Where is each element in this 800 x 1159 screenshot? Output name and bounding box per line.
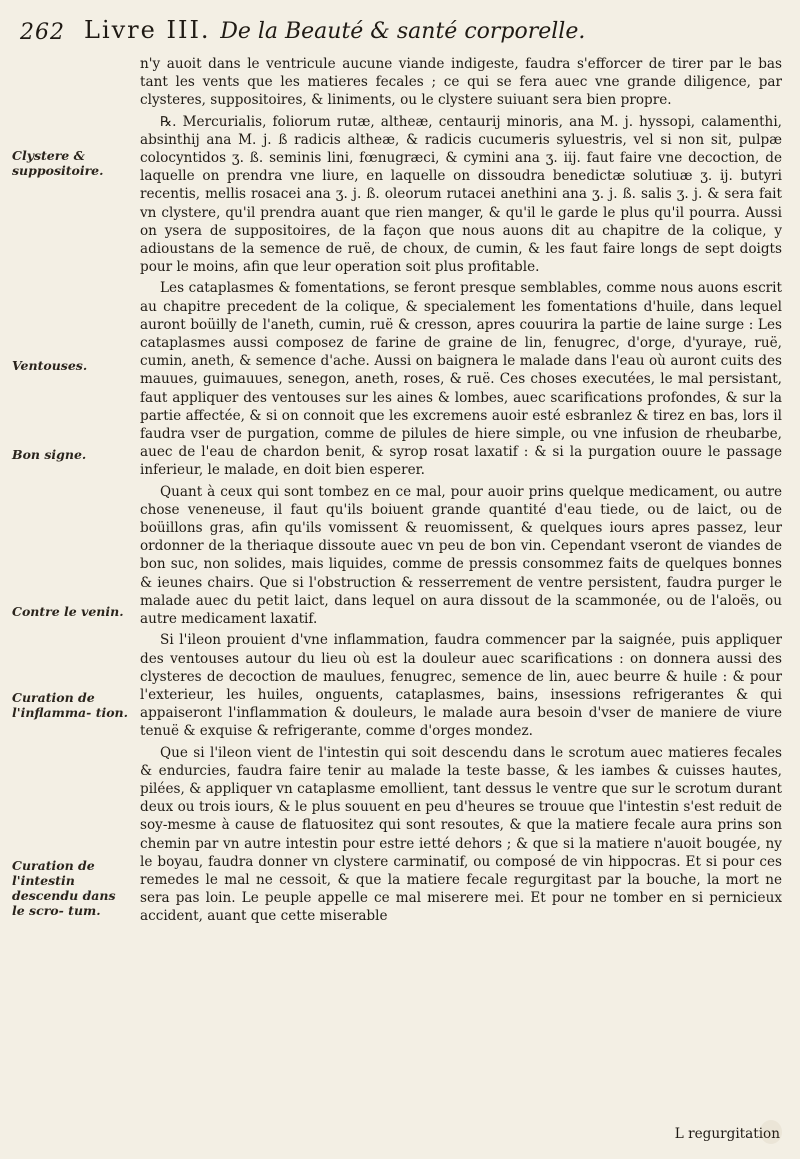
paragraph: Quant à ceux qui sont tombez en ce mal, pour auoir prins quelque medicament, ou autre chose veneneuse, il faut qu'ils boiuent grande quantité d'eau tiede, ou de laict, ou de boüillons gras, afin qu'ils vomissent & reuomissent, & quelques iours apres passez, leur ordonner de la theriaque dissoute auec vn peu de bon vin. Cependant vseront de viandes de bon suc, non solides, mais liquides, comme de pressis consommez faits de quelques bonnes & ieunes chairs. Que si l'obstruction & resserrement de ventre persistent, faudra purger le malade auec du petit laict, dans lequel on aura dissout de la scammonée, ou de l'aloës, ou autre medicament laxatif.	[140, 483, 782, 628]
margin-note-intestin: Curation de l'intestin descendu dans le scro- tum.	[12, 858, 116, 918]
margin-note-ventouses: Ventouses.	[12, 358, 88, 373]
page-number: 262	[20, 20, 65, 45]
running-head-subtitle: De la Beauté & santé corporelle.	[220, 19, 586, 44]
paragraph: Si l'ileon prouient d'vne inflammation, faudra commencer par la saignée, puis appliquer des ventouses autour du lieu où est la douleur auec scarifications : on donnera aussi des clysteres de decoction de maulues, fenugrec, semence de lin, auec beurre & huile : & pour l'exterieur, les huiles, onguents, cataplasmes, bains, insessions refrigerantes & qui appaiseront l'inflammation & douleurs, le malade aura besoin d'vser de maniere de viure tenuë & exquise & refrigerante, comme d'orges mondez.	[140, 632, 782, 740]
running-head	[84, 16, 784, 44]
margin-note-venin: Contre le venin.	[12, 604, 124, 619]
catchword: L regurgitation	[674, 1126, 780, 1142]
margin-note-inflammation: Curation de l'inflamma- tion.	[12, 690, 128, 720]
paragraph: n'y auoit dans le ventricule aucune viande indigeste, faudra s'efforcer de tirer par le bas tant les vents que les matieres fecales ; ce qui se fera auec vne grande diligence, par clysteres, suppositoires, & liniments, ou le clystere suiuant sera bien propre.	[140, 56, 782, 109]
paragraph: Que si l'ileon vient de l'intestin qui soit descendu dans le scrotum auec matieres fecales & endurcies, faudra faire tenir au malade la teste basse, & les iambes & cuisses hautes, pilées, & appliquer vn cataplasme emollient, tant dessus le ventre que sur le scrotum durant deux ou trois iours, & le plus souuent en peu d'heures se trouue que l'intestin s'est reduit de soy-mesme à cause de flatuositez qui sont resoutes, & que la matiere fecale aura prins son chemin par vn autre intestin pour estre ietté dehors ; & que si la matiere n'auoit bougée, ny le boyau, faudra donner vn clystere carminatif, ou composé de vin hippocras. Et si pour ces remedes le mal ne cessoit, & que la matiere fecale regurgitast par la bouche, la mort ne sera pas loin. Le peuple appelle ce mal miserere mei. Et pour ne tomber en si pernicieux accident, auant que cette miserable	[140, 744, 782, 925]
margin-note-clystere: Clystere & suppositoire.	[12, 148, 104, 178]
paragraph: Les cataplasmes & fomentations, se feront presque semblables, comme nous auons escrit au chapitre precedent de la colique, & specialement les fomentations d'huile, dans lequel auront boüilly de l'aneth, cumin, ruë & cresson, apres couurira la partie de laine surge : Les cataplasmes aussi composez de farine de graine de lin, fenugrec, d'orge, d'yuraye, ruë, cumin, aneth, & semence d'ache. Aussi on baignera le malade dans l'eau où auront cuits des mauues, guimauues, senegon, aneth, roses, & ruë. Ces choses executées, le mal persistant, faut appliquer des ventouses sur les aines & lombes, auec scarifications profondes, & sur la partie affectée, & si on connoit que les excremens auoir esté esbranlez & tirez en bas, lors il faudra vser de purgation, comme de pilules de hiere simple, ou vne infusion de rheubarbe, auec de l'eau de chardon benit, & syrop rosat laxatif : & si la purgation ouure le passage inferieur, le malade, en doit bien esperer.	[140, 280, 782, 479]
paper-stain	[760, 1120, 782, 1144]
running-head-book: Livre III.	[84, 16, 211, 44]
body-text	[140, 55, 782, 929]
margin-note-bon-signe: Bon signe.	[12, 447, 87, 462]
paragraph: ℞. Mercurialis, foliorum rutæ, altheæ, centaurij minoris, ana M. j. hyssopi, calamenthi, absinthij ana M. j. ß radicis altheæ, & radicis cucumeris syluestris, vel si non sit, pulpæ colocyntidos ʒ. ß. seminis lini, fœnugræci, & cymini ana ʒ. iij. faut faire vne decoction, de laquelle on prendra vne liure, en laquelle on dissoudra benedictæ solutiuæ ʒ. ij. butyri recentis, mellis rosacei ana ʒ. j. ß. oleorum rutacei anethini ana ʒ. j. ß. salis ʒ. j. & sera fait vn clystere, qu'il prendra auant que rien manger, & qu'il le garde le plus qu'il pourra. Aussi on ysera de suppositoires, de la façon que nous auons dit au chapitre de la colique, y adioustans de la semence de ruë, de choux, de cumin, & les faut faire longs de sept doigts pour le moins, afin que leur operation soit plus profitable.	[140, 113, 782, 276]
page-header	[20, 14, 780, 50]
